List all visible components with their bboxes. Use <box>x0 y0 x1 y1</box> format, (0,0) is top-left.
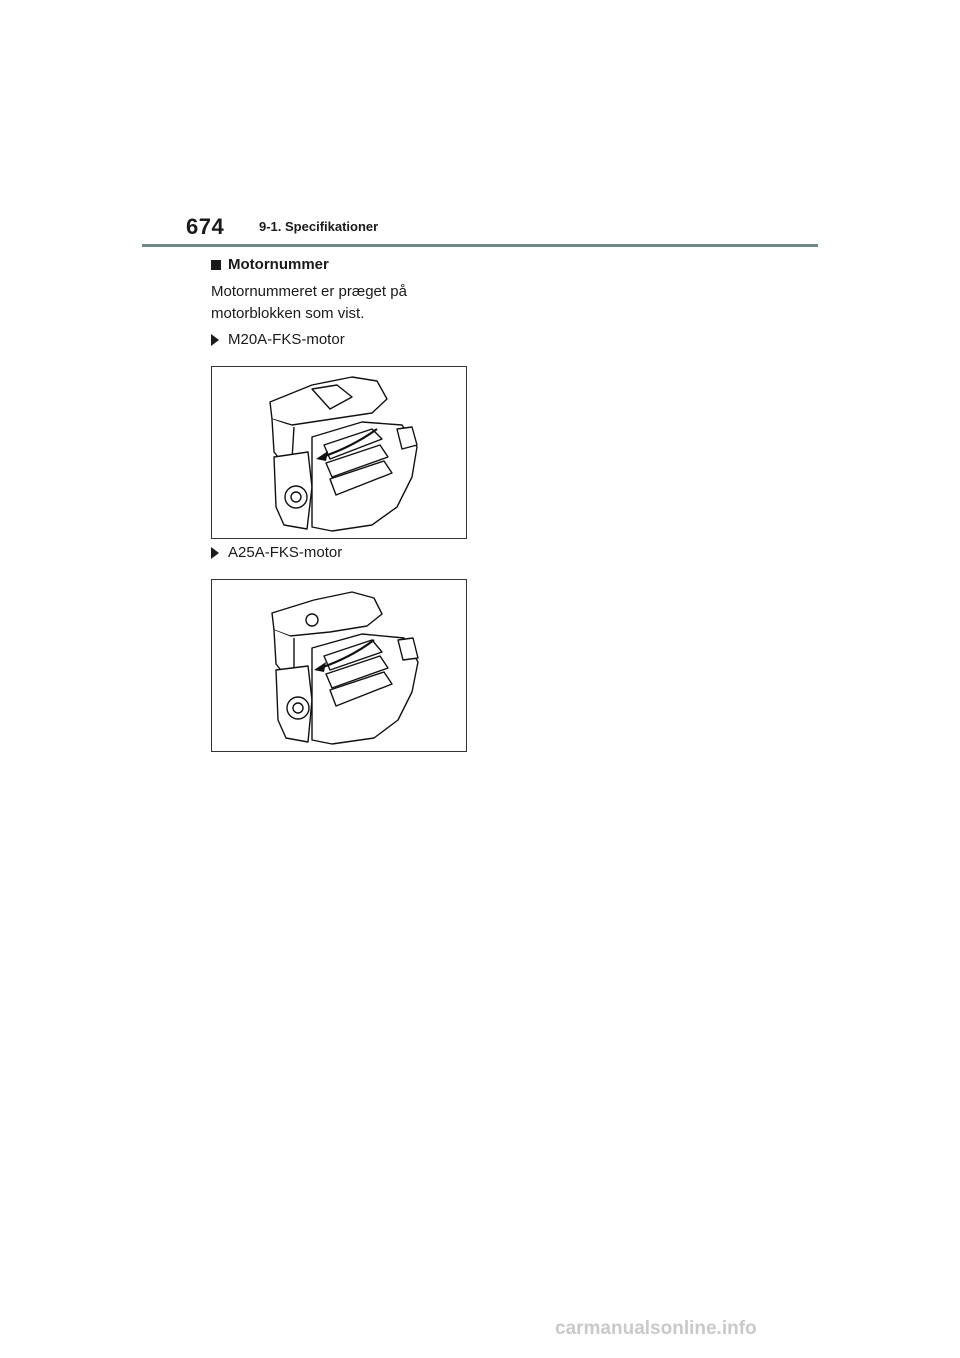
engine-illustration-m20a <box>211 366 467 539</box>
header-rule <box>142 244 818 247</box>
page-number: 674 <box>186 214 225 239</box>
body-text-line-2: motorblokken som vist. <box>211 305 365 322</box>
chapter-title: 9-1. Specifikationer <box>259 219 379 234</box>
section-heading-text: Motornummer <box>228 256 329 273</box>
body-text <box>211 281 441 325</box>
variant-label-a25a <box>211 544 342 561</box>
section-heading <box>211 256 329 273</box>
body-text-line-1: Motornummeret er præget på <box>211 283 407 300</box>
engine-drawing-icon <box>212 580 466 751</box>
variant-label-text: M20A-FKS-motor <box>228 331 345 348</box>
variant-label-text: A25A-FKS-motor <box>228 544 343 561</box>
engine-drawing-icon <box>212 367 466 538</box>
triangle-bullet-icon <box>211 547 219 559</box>
triangle-bullet-icon <box>211 334 219 346</box>
variant-label-m20a <box>211 331 345 348</box>
watermark: carmanualsonline.info <box>555 1318 757 1339</box>
square-bullet-icon <box>211 260 221 270</box>
engine-illustration-a25a <box>211 579 467 752</box>
